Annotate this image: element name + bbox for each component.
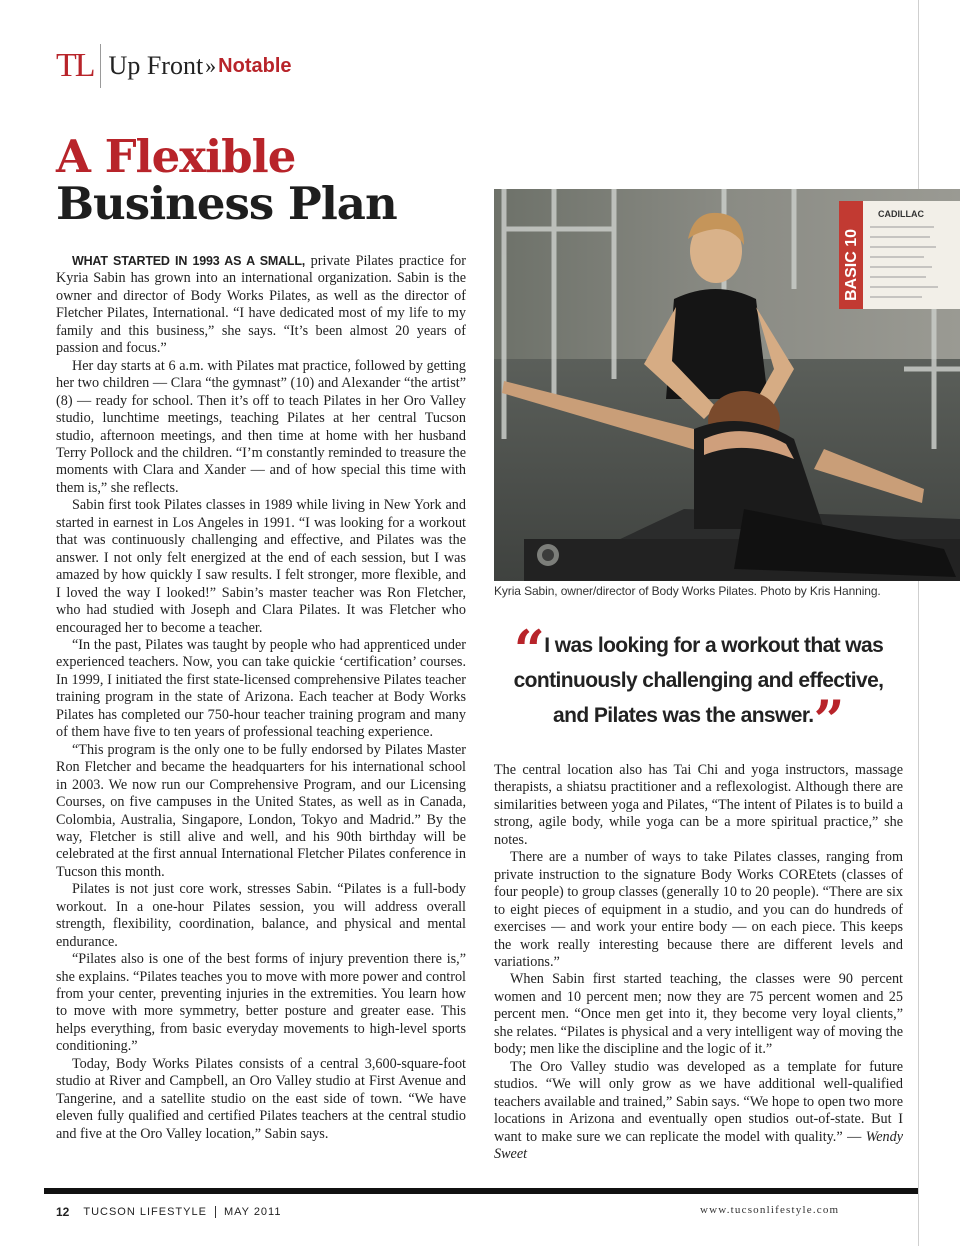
paragraph-text: private Pilates practice for Kyria Sabin has grown into an international organization. Sabin is the owner and director of Body Works Pilates, as well as the director of Fletcher Pilates, International. “I have dedicated most of my life to my family and this business,” she says. “It’s been almost 20 years of passion and focus.” (56, 253, 466, 357)
paragraph: “In the past, Pilates was taught by people who had apprenticed under experienced teachers. Now, you can take quickie ‘certification’ courses. In 1999, I initiated the first state-licensed comprehensive Pilates teacher training program in the state of Arizona. Each teacher at Body Works Pilates has completed our 750-hour teacher training program and many of them have five to ten years of professional teaching experience. (56, 636, 466, 741)
lead-in: WHAT STARTED IN 1993 AS A SMALL, (72, 254, 306, 268)
section-separator: » (205, 53, 217, 78)
subsection-name: Notable (218, 54, 292, 77)
right-column (494, 762, 903, 1163)
right-margin-rule (918, 0, 919, 1246)
paragraph: Pilates is not just core work, stresses Sabin. “Pilates is a full-body workout. In a one-hour Pilates session, you will address overall strength, flexibility, coordination, balance, and physical and mental endurance. (56, 881, 466, 950)
paragraph-text: The Oro Valley studio was developed as a template for future studios. “We will only grow as we have additional well-qualified teachers available and trained,” Sabin says. “We hope to open two more locations in Arizona and eventually open studios out-of-state. But I want to make sure we can replicate the model with quality.” — (494, 1058, 903, 1145)
title-line-1: A Flexible (56, 130, 296, 183)
section-name: Up Front (108, 51, 204, 80)
photo-caption: Kyria Sabin, owner/director of Body Works Pilates. Photo by Kris Hanning. (494, 584, 881, 598)
page-number: 12 (56, 1205, 70, 1219)
paragraph: “Pilates also is one of the best forms of injury prevention there is,” she explains. “Pilates teaches you to move with more power and control from your center, preventing injuries in the extremities. You learn how to move with more symmetry, better posture and greater ease. This helps everything, from basic everyday movements to high-level sports conditioning.” (56, 951, 466, 1055)
footer-rule (44, 1188, 918, 1194)
pull-quote-text: I was looking for a workout that was continuously challenging and effective, and Pilates was the answer. (513, 634, 884, 727)
paragraph: Her day starts at 6 a.m. with Pilates mat practice, followed by getting her two children — Clara “the gymnast” (10) and Alexander “the artist” (8) — ready for school. Then it’s off to teach Pilates in her Oro Valley studio, lunchtime meetings, teaching Pilates at her central Tucson studio, afternoon meetings, and then time at home with her husband Terry Pollock and the children. “I’m constantly reminded to treasure the moments with Clara and Xander — and of how special this time with them is,” she reflects. (56, 357, 466, 496)
magazine-name: TUCSON LIFESTYLE (83, 1206, 207, 1218)
website-url[interactable]: www.tucsonlifestyle.com (700, 1204, 840, 1216)
title-line-2: Business Plan (56, 177, 397, 230)
pilates-studio-photo (494, 189, 960, 581)
paragraph: There are a number of ways to take Pilates classes, ranging from private instruction to the signature Body Works COREtets (classes of four people) to group classes (generally 10 to 20 people). “There are six to eight pieces of equipment in a studio, and you can do hundreds of exercises — and work your entire body — on each piece. This keeps the work really interesting because there are different levels and variations.” (494, 849, 903, 970)
folio-divider (215, 1206, 216, 1218)
open-quote-mark: “ (513, 618, 545, 682)
paragraph (56, 253, 466, 358)
folio (56, 1205, 281, 1219)
close-quote-mark: ” (813, 688, 844, 752)
left-column (56, 253, 466, 1143)
wall-sign-text-2: CADILLAC (878, 209, 924, 219)
article-photo (494, 189, 960, 581)
paragraph (494, 1059, 903, 1164)
header-divider (100, 44, 101, 88)
wall-sign-text: BASIC 10 (843, 228, 860, 301)
issue-date: MAY 2011 (223, 1206, 282, 1218)
paragraph: Sabin first took Pilates classes in 1989 while living in New York and started in earnest in Los Angeles in 1991. “I was looking for a workout that was continuously challenging and effective, and Pilates was the answer. I not only felt energized at the end of each session, but I was amazed by how quickly I saw results. I felt stronger, more flexible, and I loved the way I looked!” Sabin’s master teacher was Ron Fletcher, who had studied with Joseph and Clara Pilates. It was Fletcher who encouraged her to become a teacher. (56, 497, 466, 636)
paragraph: The central location also has Tai Chi and yoga instructors, massage therapists, a shiatsu practitioner and a reflexologist. Although there are similarities between yoga and Pilates, “The intent of Pilates is to build a strong, agile body, while yoga can be a more spiritual practice,” she notes. (494, 762, 903, 848)
author-byline: Wendy Sweet (494, 1128, 903, 1162)
magazine-logo: TL (56, 47, 94, 84)
section-header (56, 44, 292, 88)
paragraph: Today, Body Works Pilates consists of a central 3,600-square-foot studio at River and Campbell, an Oro Valley studio at First Avenue and Tangerine, and a satellite studio on the east side of town. “We have eleven fully qualified and certified Pilates teachers at the central studio and five at the Oro Valley location,” Sabin says. (56, 1055, 466, 1142)
paragraph: When Sabin first started teaching, the classes were 90 percent women and 10 percent men; now they are 75 percent women and 25 percent men. “Once men get into it, they become very loyal clients,” she relates. “Pilates is physical and a very intelligent way of moving the body; men like the discipline and the logic of it.” (494, 971, 903, 1058)
pull-quote (494, 618, 903, 752)
paragraph: “This program is the only one to be fully endorsed by Pilates Master Ron Fletcher and became the headquarters for his international school in 2003. We now run our Comprehensive Program, and our Licensing Courses, on five campuses in the United States, as well as in Canada, Colombia, Australia, Singapore, London, Tokyo and Madrid.” By the way, Fletcher is still alive and well, and his 90th birthday will be celebrated at the first annual International Fletcher Pilates conference in Tucson this month. (56, 741, 466, 880)
article-title (56, 130, 496, 230)
